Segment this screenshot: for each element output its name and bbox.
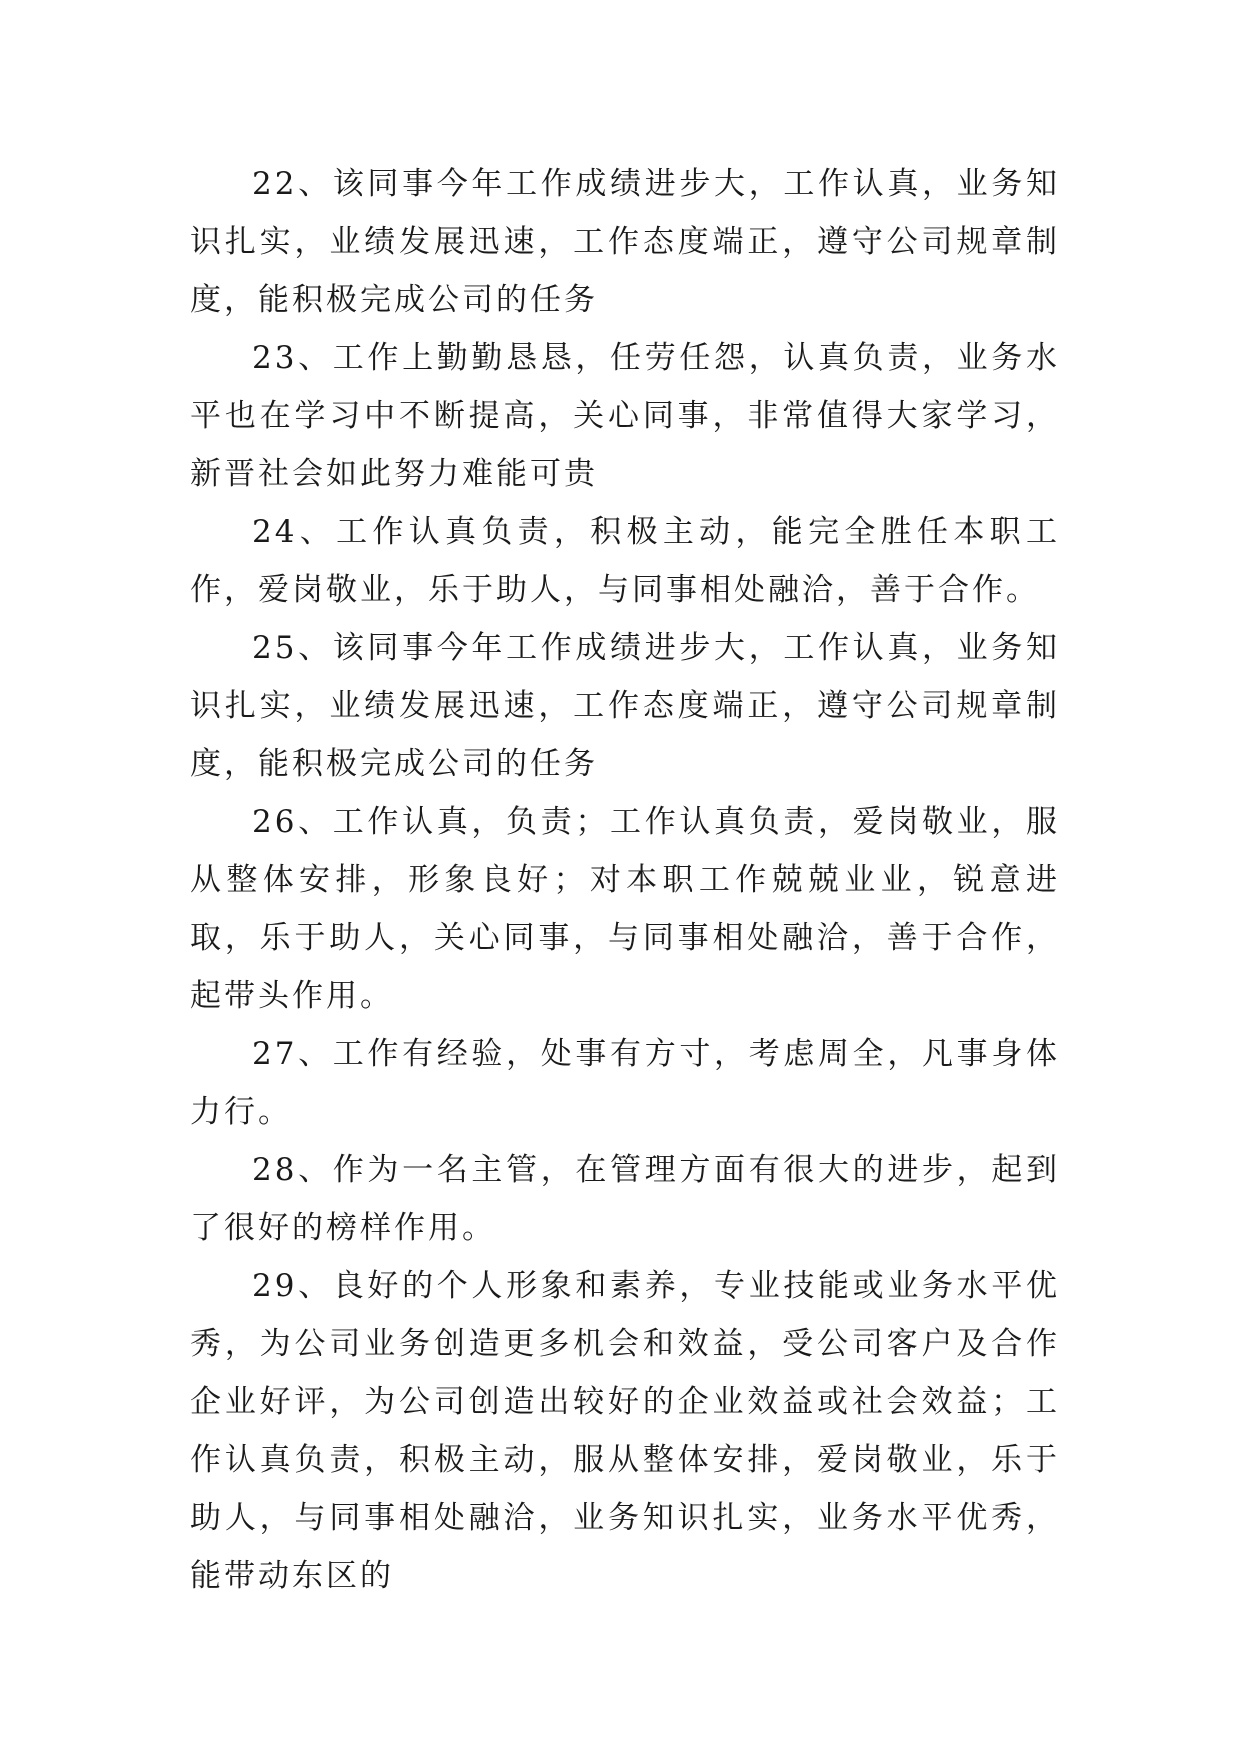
paragraph-22: 22、该同事今年工作成绩进步大，工作认真，业务知识扎实，业绩发展迅速，工作态度端正，遵守公司规章制度，能积极完成公司的任务: [190, 166, 1060, 318]
paragraph-24: 24、工作认真负责，积极主动，能完全胜任本职工作，爱岗敬业，乐于助人，与同事相处融洽，善于合作。: [190, 514, 1060, 608]
paragraph-29: 29、良好的个人形象和素养，专业技能或业务水平优秀，为公司业务创造更多机会和效益，受公司客户及合作企业好评，为公司创造出较好的企业效益或社会效益；工作认真负责，积极主动，服从整体安排，爱岗敬业，乐于助人，与同事相处融洽，业务知识扎实，业务水平优秀，能带动东区的: [190, 1268, 1060, 1594]
paragraph-25: 25、该同事今年工作成绩进步大，工作认真，业务知识扎实，业绩发展迅速，工作态度端正，遵守公司规章制度，能积极完成公司的任务: [190, 630, 1060, 782]
paragraph-27: 27、工作有经验，处事有方寸，考虑周全，凡事身体力行。: [190, 1036, 1060, 1130]
paragraph-23: 23、工作上勤勤恳恳，任劳任怨，认真负责，业务水平也在学习中不断提高，关心同事，非常值得大家学习，新晋社会如此努力难能可贵: [190, 340, 1060, 492]
paragraph-28: 28、作为一名主管，在管理方面有很大的进步，起到了很好的榜样作用。: [190, 1152, 1060, 1246]
document-body: [190, 155, 1060, 1605]
paragraph-26: 26、工作认真，负责；工作认真负责，爱岗敬业，服从整体安排，形象良好；对本职工作兢兢业业，锐意进取，乐于助人，关心同事，与同事相处融洽，善于合作，起带头作用。: [190, 804, 1060, 1014]
